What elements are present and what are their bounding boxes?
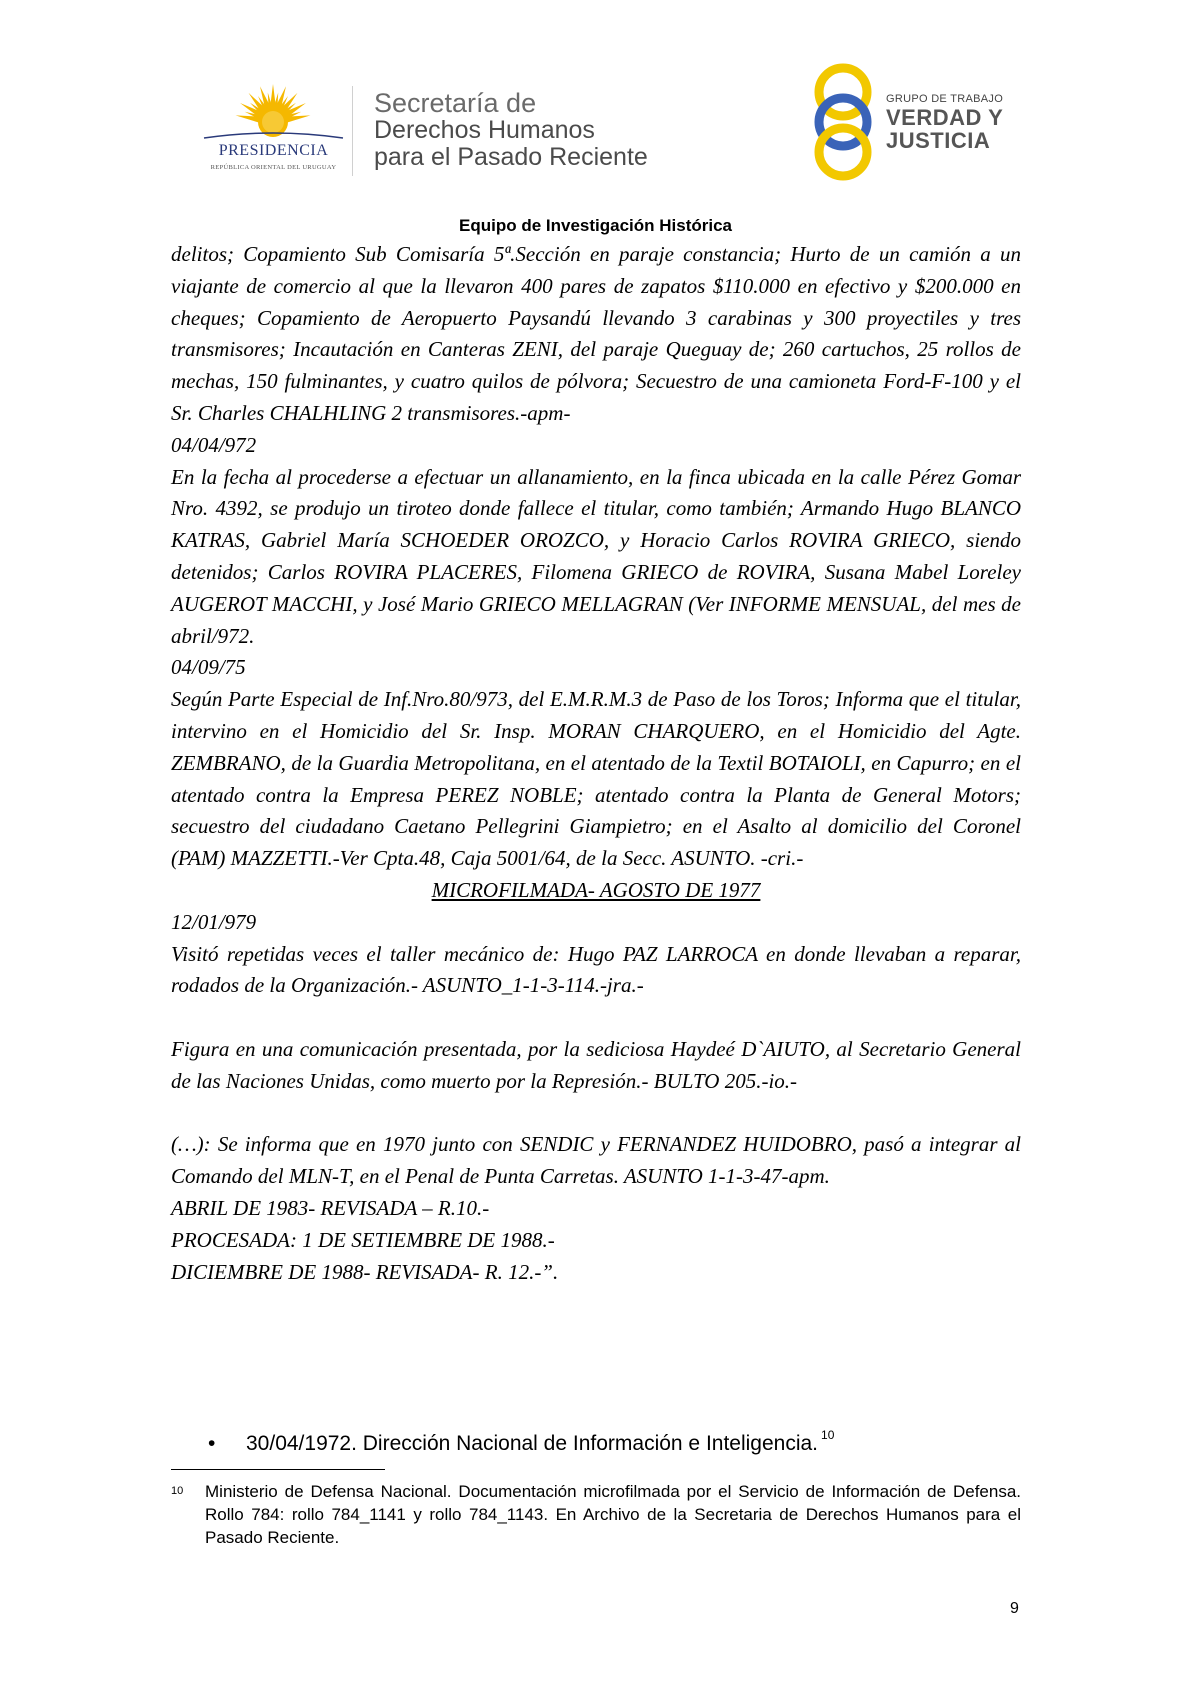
grupo-label: GRUPO DE TRABAJO — [886, 93, 1004, 105]
date-entry: 12/01/979 — [171, 909, 257, 934]
grupo-title-1: VERDAD Y — [886, 105, 1004, 130]
date-entry: 04/04/972 — [171, 432, 257, 457]
footnote-number: 10 — [171, 1485, 184, 1497]
paragraph: (…): Se informa que en 1970 junto con SENDIC y FERNANDEZ HUIDOBRO, pasó a integrar al Comando del MLN-T, en el Penal de Punta Carretas. ASUNTO 1-1-3-47-apm. — [171, 1132, 1021, 1189]
team-heading: Equipo de Investigación Histórica — [459, 216, 732, 235]
bullet-item — [208, 1428, 835, 1456]
bullet-marker: • — [208, 1432, 216, 1455]
spacer — [171, 1002, 1021, 1034]
page-number: 9 — [1010, 1600, 1019, 1617]
secretaria-line-1: Secretaría de — [374, 88, 537, 118]
revision-line: ABRIL DE 1983- REVISADA – R.10.- — [171, 1195, 490, 1220]
presidencia-subtitle: REPÚBLICA ORIENTAL DEL URUGUAY — [210, 164, 337, 171]
paragraph: En la fecha al procederse a efectuar un allanamiento, en la finca ubicada en la calle Pérez Gomar Nro. 4392, se produjo un tiroteo donde fallece el titular, como también; Armando Hugo BLANCO KATRAS, Gabriel María SCHOEDER OROZCO, y Horacio Carlos ROVIRA GRIECO, siendo detenidos; Carlos ROVIRA PLACERES, Filomena GRIECO de ROVIRA, Susana Mabel Loreley AUGEROT MACCHI, y José Mario GRIECO MELLAGRAN (Ver INFORME MENSUAL, del mes de abril/972. — [171, 464, 1021, 648]
verdad-justicia-logo — [808, 60, 1018, 185]
paragraph: Según Parte Especial de Inf.Nro.80/973, del E.M.R.M.3 de Paso de los Toros; Informa que el titular, intervino en el Homicidio del Sr. Insp. MORAN CHARQUERO, en el Homicidio del Agte. ZEMBRANO, de la Guardia Metropolitana, en el atentado de la Textil BOTAIOLI, en Capurro; en el atentado contra la Empresa PEREZ NOBLE; atentado contra la Planta de General Motors; secuestro del ciudadano Caetano Pellegrini Giampietro; en el Asalto al domicilio del Coronel (PAM) MAZZETTI.-Ver Cpta.48, Caja 5001/64, de la Secc. ASUNTO. -cri.- — [171, 687, 1021, 871]
spacer — [171, 1098, 1021, 1130]
page-header — [0, 0, 1191, 200]
header-divider — [352, 86, 353, 176]
date-entry: 04/09/75 — [171, 655, 246, 680]
paragraph: Figura en una comunicación presentada, por la sediciosa Haydeé D`AIUTO, al Secretario General de las Naciones Unidas, como muerto por la Represión.- BULTO 205.-io.- — [171, 1036, 1021, 1093]
footnote — [171, 1480, 1021, 1549]
presidencia-name: PRESIDENCIA — [218, 142, 329, 159]
presidencia-logo — [196, 82, 351, 182]
secretaria-logo — [374, 90, 648, 171]
footnote-text: Ministerio de Defensa Nacional. Documentación microfilmada por el Servicio de Información de Defensa. Rollo 784: rollo 784_1141 y rollo 784_1143. En Archivo de la Secretaria de Derechos Humanos para el Pasado Reciente. — [205, 1482, 1021, 1547]
document-body — [171, 239, 1021, 1288]
revision-line: PROCESADA: 1 DE SETIEMBRE DE 1988.- — [171, 1227, 555, 1252]
paragraph: delitos; Copamiento Sub Comisaría 5ª.Sección en paraje constancia; Hurto de un camión a un viajante de comercio al que la llevaron 400 pares de zapatos $110.000 en efectivo y $200.000 en cheques; Copamiento de Aeropuerto Paysandú llevando 3 carabinas y 300 proyectiles y tres transmisores; Incautación en Canteras ZENI, del paraje Queguay de; 260 cartuchos, 25 rollos de mechas, 150 fulminantes, y cuatro quilos de pólvora; Secuestro de una camioneta Ford-F-100 y el Sr. Charles CHALHLING 2 transmisores.-apm- — [171, 242, 1021, 425]
grupo-title-2: JUSTICIA — [886, 128, 991, 153]
secretaria-line-2: Derechos Humanos — [374, 116, 595, 144]
secretaria-line-3: para el Pasado Reciente — [374, 143, 648, 171]
sun-icon — [196, 82, 351, 144]
linked-rings-icon — [808, 60, 878, 185]
footnote-separator — [171, 1469, 385, 1470]
footnote-reference[interactable]: 10 — [821, 1428, 835, 1442]
revision-line: DICIEMBRE DE 1988- REVISADA- R. 12.-”. — [171, 1259, 559, 1284]
bullet-text: 30/04/1972. Dirección Nacional de Información e Inteligencia. — [246, 1432, 819, 1455]
microfilm-heading: MICROFILMADA- AGOSTO DE 1977 — [431, 877, 761, 902]
paragraph: Visitó repetidas veces el taller mecánico de: Hugo PAZ LARROCA en donde llevaban a reparar, rodados de la Organización.- ASUNTO_1-1-3-114.-jra.- — [171, 941, 1021, 998]
